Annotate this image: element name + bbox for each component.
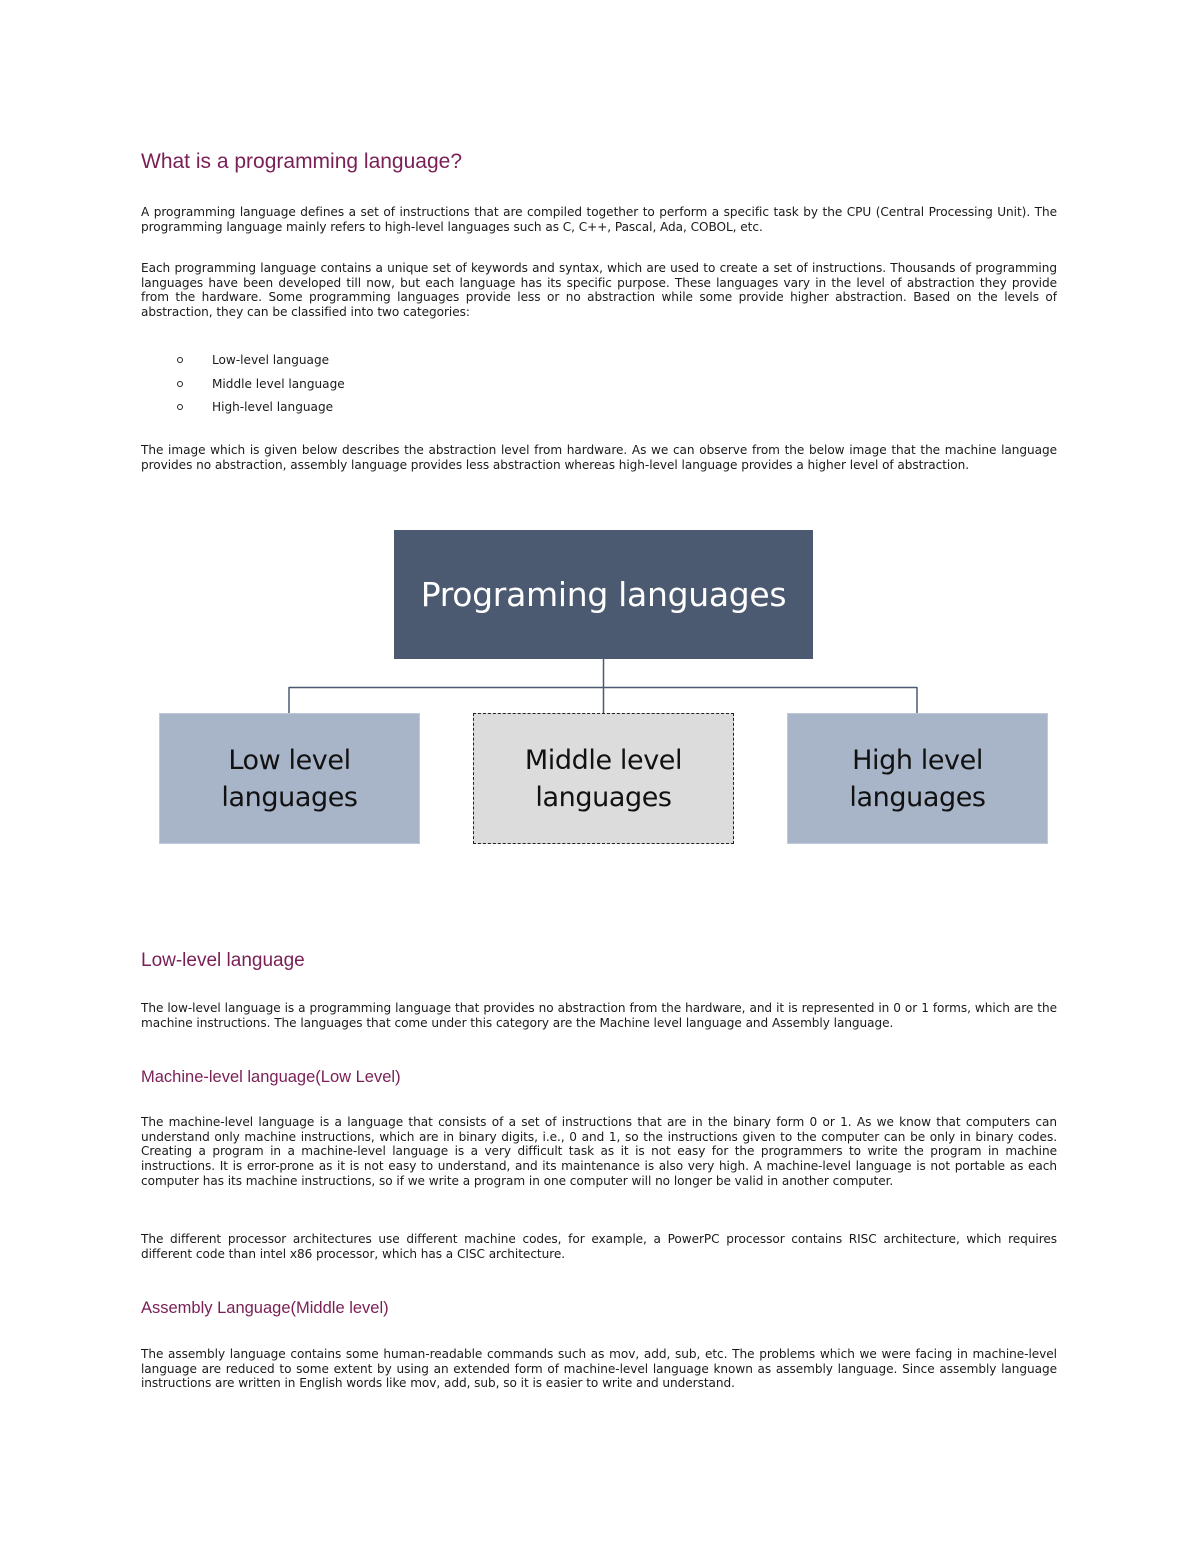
abstraction-paragraph: The image which is given below describes the abstraction level from hardware. As we can observe from the below image that the machine language provides no abstraction, assembly language provides less abstraction whereas high-level language provides a higher level of abstraction. (141, 443, 1057, 472)
machine-level-paragraph: The machine-level language is a language that consists of a set of instructions that are in the binary form 0 or 1. As we know that computers can understand only machine instructions, which are in binary digits, i.e., 0 and 1, so the instructions given to the computer can be only in binary codes. Creating a program in a machine-level language is a very difficult task as it is not easy for the programmers to write the program in machine instructions. It is error-prone as it is not easy to understand, and its maintenance is also very high. A machine-level language is not portable as each computer has its machine instructions, so if we write a program in one computer will no longer be valid in another computer. (141, 1115, 1057, 1188)
circle-bullet-icon (177, 404, 183, 410)
list-item-label: High-level language (212, 400, 334, 414)
diagram-low-level-box (159, 713, 420, 844)
diagram-mid-label-line2: languages (535, 781, 672, 813)
list-item (141, 353, 345, 377)
assembly-heading: Assembly Language(Middle level) (141, 1299, 389, 1317)
page-title: What is a programming language? (141, 150, 463, 173)
list-item (141, 377, 345, 401)
low-level-heading: Low-level language (141, 950, 305, 971)
low-level-paragraph: The low-level language is a programming language that provides no abstraction from the hardware, and it is represented in 0 or 1 forms, which are the machine instructions. The languages that come under this category are the Machine level language and Assembly language. (141, 1001, 1057, 1030)
diagram-mid-label-line1: Middle level (524, 744, 683, 776)
diagram-high-label-line2: languages (849, 781, 986, 813)
diagram-root-label: Programing languages (420, 575, 787, 614)
list-item-label: Low-level language (212, 353, 330, 367)
assembly-paragraph: The assembly language contains some human-readable commands such as mov, add, sub, etc. The problems which we were facing in machine-level language are reduced to some extent by using an extended form of machine-level language known as assembly language. Since assembly language instructions are written in English words like mov, add, sub, so it is easier to write and understand. (141, 1347, 1057, 1391)
diagram-high-label-line1: High level (852, 744, 983, 776)
diagram-root-box (394, 530, 813, 659)
diagram-low-label-line2: languages (221, 781, 358, 813)
keywords-paragraph: Each programming language contains a unique set of keywords and syntax, which are used to create a set of instructions. Thousands of programming languages have been developed till now, but each language has its specific purpose. These languages vary in the level of abstraction they provide from the hardware. Some programming languages provide less or no abstraction while some provide higher abstraction. Based on the levels of abstraction, they can be classified into two categories: (141, 261, 1057, 320)
diagram-low-label-line1: Low level (228, 744, 351, 776)
diagram-high-level-box (787, 713, 1048, 844)
category-list (141, 353, 345, 424)
list-item (141, 400, 345, 424)
list-item-label: Middle level language (212, 376, 345, 391)
machine-level-heading: Machine-level language(Low Level) (141, 1068, 401, 1086)
circle-bullet-icon (177, 357, 183, 363)
intro-paragraph: A programming language defines a set of instructions that are compiled together to perform a specific task by the CPU (Central Processing Unit). The programming language mainly refers to high-level languages such as C, C++, Pascal, Ada, COBOL, etc. (141, 205, 1057, 234)
diagram-middle-level-box (473, 713, 734, 844)
circle-bullet-icon (177, 381, 183, 387)
processor-paragraph: The different processor architectures use different machine codes, for example, a PowerPC processor contains RISC architecture, which requires different code than intel x86 processor, which has a CISC architecture. (141, 1232, 1057, 1261)
